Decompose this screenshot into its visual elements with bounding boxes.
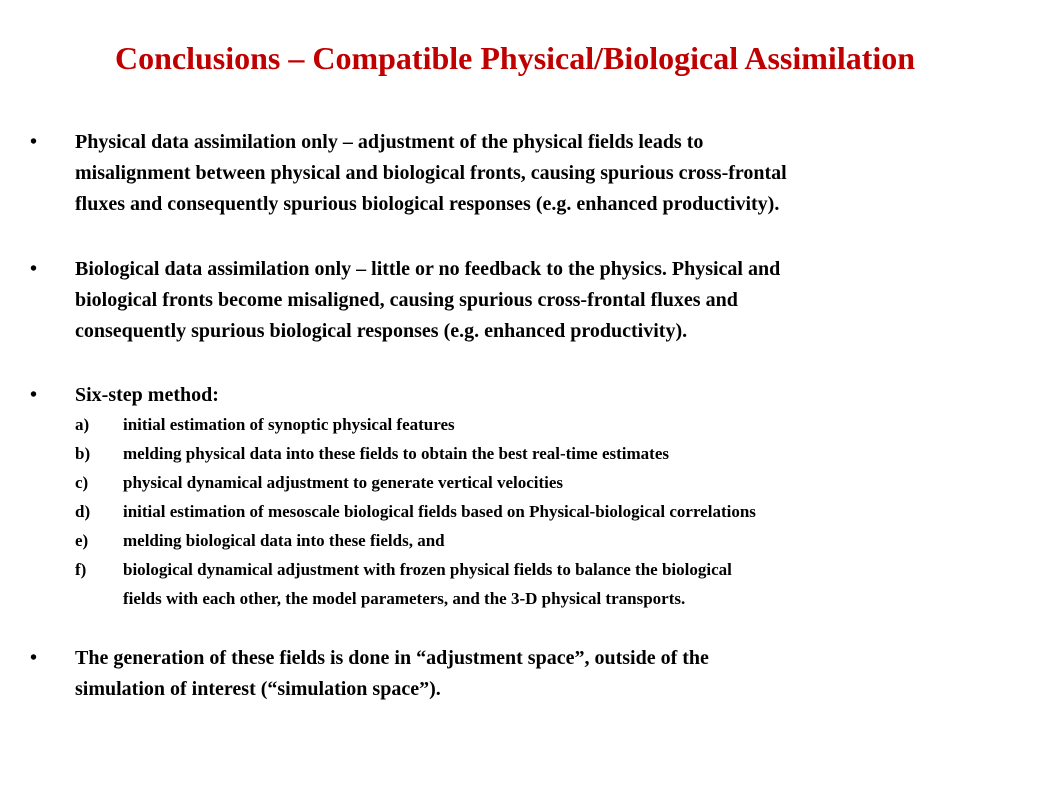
step-item-f — [75, 555, 1035, 613]
step-text: melding physical data into these fields to obtain the best real-time estimates — [123, 444, 670, 463]
step-text: biological dynamical adjustment with frozen physical fields to balance the biological — [123, 560, 732, 579]
step-text: physical dynamical adjustment to generate vertical velocities — [123, 473, 564, 492]
bullet-line: Six-step method: — [75, 384, 219, 406]
bullet-dot: • — [30, 131, 38, 153]
bullet-text — [75, 254, 1040, 347]
slide-title: Conclusions – Compatible Physical/Biological Assimilation — [114, 40, 916, 76]
step-item-c — [75, 468, 1035, 497]
bullet-adjustment-space — [30, 643, 1040, 705]
bullet-text — [75, 127, 1040, 220]
step-item-d — [75, 497, 1035, 526]
step-item-b — [75, 439, 1035, 468]
bullet-line: Biological data assimilation only – little or no feedback to the physics. Physical and — [75, 258, 781, 280]
step-text: fields with each other, the model parameters, and the 3-D physical transports. — [123, 589, 686, 608]
bullet-line: misalignment between physical and biological fronts, causing spurious cross-frontal — [75, 162, 787, 184]
bullet-dot: • — [30, 258, 38, 280]
step-letter: c) — [75, 473, 89, 492]
bullet-six-step-method — [30, 380, 1040, 411]
bullet-biological-assimilation — [30, 254, 1040, 347]
six-step-list — [75, 410, 1035, 613]
bullet-line: fluxes and consequently spurious biological responses (e.g. enhanced productivity). — [75, 193, 780, 215]
step-item-a — [75, 410, 1035, 439]
step-letter: a) — [75, 415, 90, 434]
bullet-physical-assimilation — [30, 127, 1040, 220]
bullet-dot: • — [30, 384, 38, 406]
bullet-line: The generation of these fields is done in “adjustment space”, outside of the — [75, 647, 709, 669]
step-letter: d) — [75, 502, 91, 521]
bullet-dot: • — [30, 647, 38, 669]
step-text: initial estimation of synoptic physical features — [123, 415, 455, 434]
step-text: melding biological data into these fields, and — [123, 531, 445, 550]
bullet-line: simulation of interest (“simulation space”). — [75, 678, 441, 700]
bullet-line: biological fronts become misaligned, causing spurious cross-frontal fluxes and — [75, 289, 738, 311]
step-item-e — [75, 526, 1035, 555]
step-text: initial estimation of mesoscale biological fields based on Physical-biological correlations — [123, 502, 756, 521]
bullet-line: Physical data assimilation only – adjustment of the physical fields leads to — [75, 131, 704, 153]
bullet-text — [75, 643, 1040, 705]
step-letter: f) — [75, 560, 87, 579]
step-letter: b) — [75, 444, 91, 463]
bullet-text — [75, 380, 1040, 411]
step-letter: e) — [75, 531, 89, 550]
bullet-line: consequently spurious biological responses (e.g. enhanced productivity). — [75, 320, 688, 342]
